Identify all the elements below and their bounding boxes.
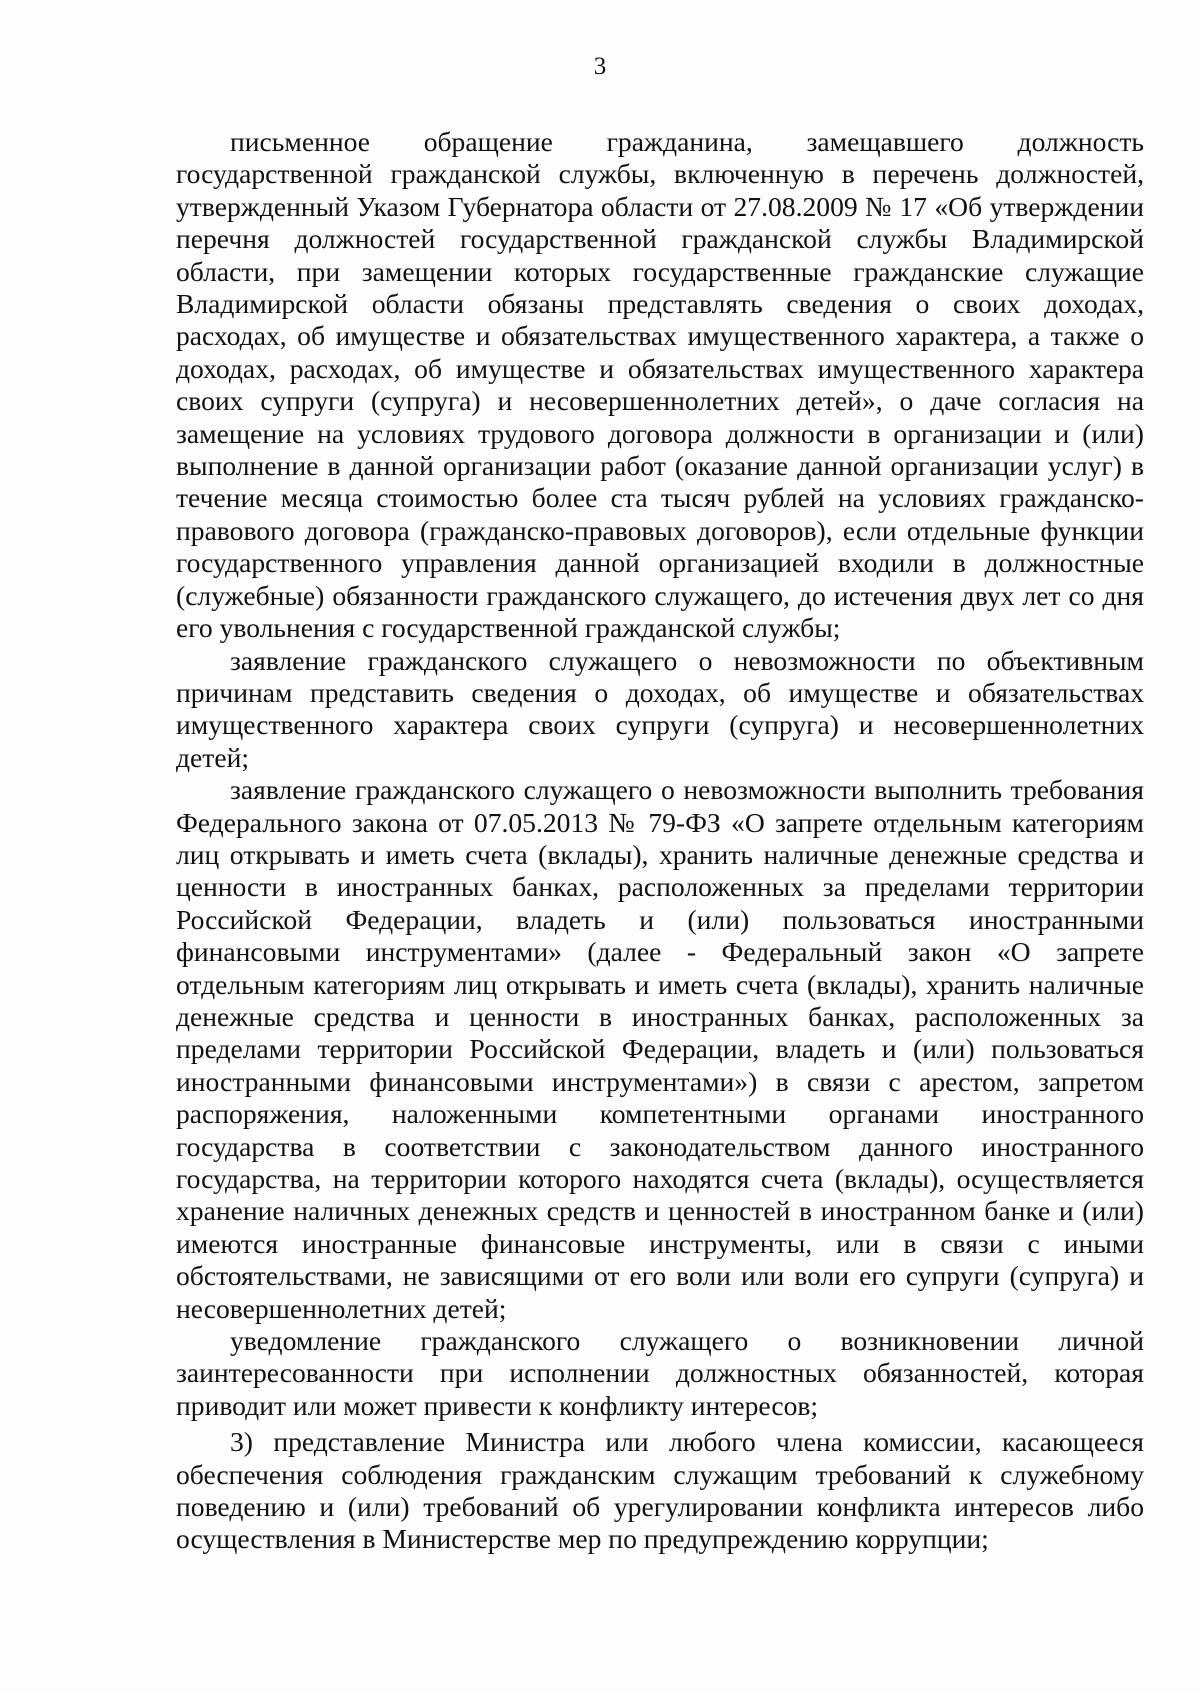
page-number: 3	[593, 53, 607, 80]
paragraph-statement-foreign-accounts: заявление гражданского служащего о невозможности выполнить требования Федерального закона от 07.05.2013 № 79-ФЗ «О запрете отдельным категориям лиц открывать и иметь счета (вклады), хранить наличные денежные средства и ценности в иностранных банках, расположенных за пределами территории Российской Федерации, владеть и (или) пользоваться иностранными финансовыми инструментами» (далее - Федеральный закон «О запрете отдельным категориям лиц открывать и иметь счета (вклады), хранить наличные денежные средства и ценности в иностранных банках, расположенных за пределами территории Российской Федерации, владеть и (или) пользоваться иностранными финансовыми инструментами») в связи с арестом, запретом распоряжения, наложенными компетентными органами иностранного государства в соответствии с законодательством данного иностранного государства, на территории которого находятся счета (вклады), осуществляется хранение наличных денежных средств и ценностей в иностранном банке и (или) имеются иностранные финансовые инструменты, или в связи с иными обстоятельствами, не зависящими от его воли или воли его супруги (супруга) и несовершеннолетних детей;	[176, 774, 1144, 1324]
paragraph-statement-spouse-income: заявление гражданского служащего о невозможности по объективным причинам представить сведения о доходах, об имуществе и обязательствах имущественного характера своих супруги (супруга) и несовершеннолетних детей;	[176, 644, 1144, 773]
paragraph-written-appeal: письменное обращение гражданина, замещавшего должность государственной гражданской службы, включенную в перечень должностей, утвержденный Указом Губернатора области от 27.08.2009 № 17 «Об утверждении перечня должностей государственной гражданской службы Владимирской области, при замещении которых государственные гражданские служащие Владимирской области обязаны представлять сведения о своих доходах, расходах, об имуществе и обязательствах имущественного характера, а также о доходах, расходах, об имуществе и обязательствах имущественного характера своих супруги (супруга) и несовершеннолетних детей», о даче согласия на замещение на условиях трудового договора должности в организации и (или) выполнение в данной организации работ (оказание данной организации услуг) в течение месяца стоимостью более ста тысяч рублей на условиях гражданско-правового договора (гражданско-правовых договоров), если отдельные функции государственного управления данной организацией входили в должностные (служебные) обязанности гражданского служащего, до истечения двух лет со дня его увольнения с государственной гражданской службы;	[176, 126, 1144, 644]
document-body	[176, 126, 1144, 1556]
paragraph-conflict-notice: уведомление гражданского служащего о возникновении личной заинтересованности при исполнении должностных обязанностей, которая приводит или может привести к конфликту интересов;	[176, 1325, 1144, 1421]
paragraph-item-3: 3) представление Министра или любого члена комиссии, касающееся обеспечения соблюдения гражданским служащим требований к служебному поведению и (или) требований об урегулировании конфликта интересов либо осуществления в Министерстве мер по предупреждению коррупции;	[176, 1426, 1144, 1555]
